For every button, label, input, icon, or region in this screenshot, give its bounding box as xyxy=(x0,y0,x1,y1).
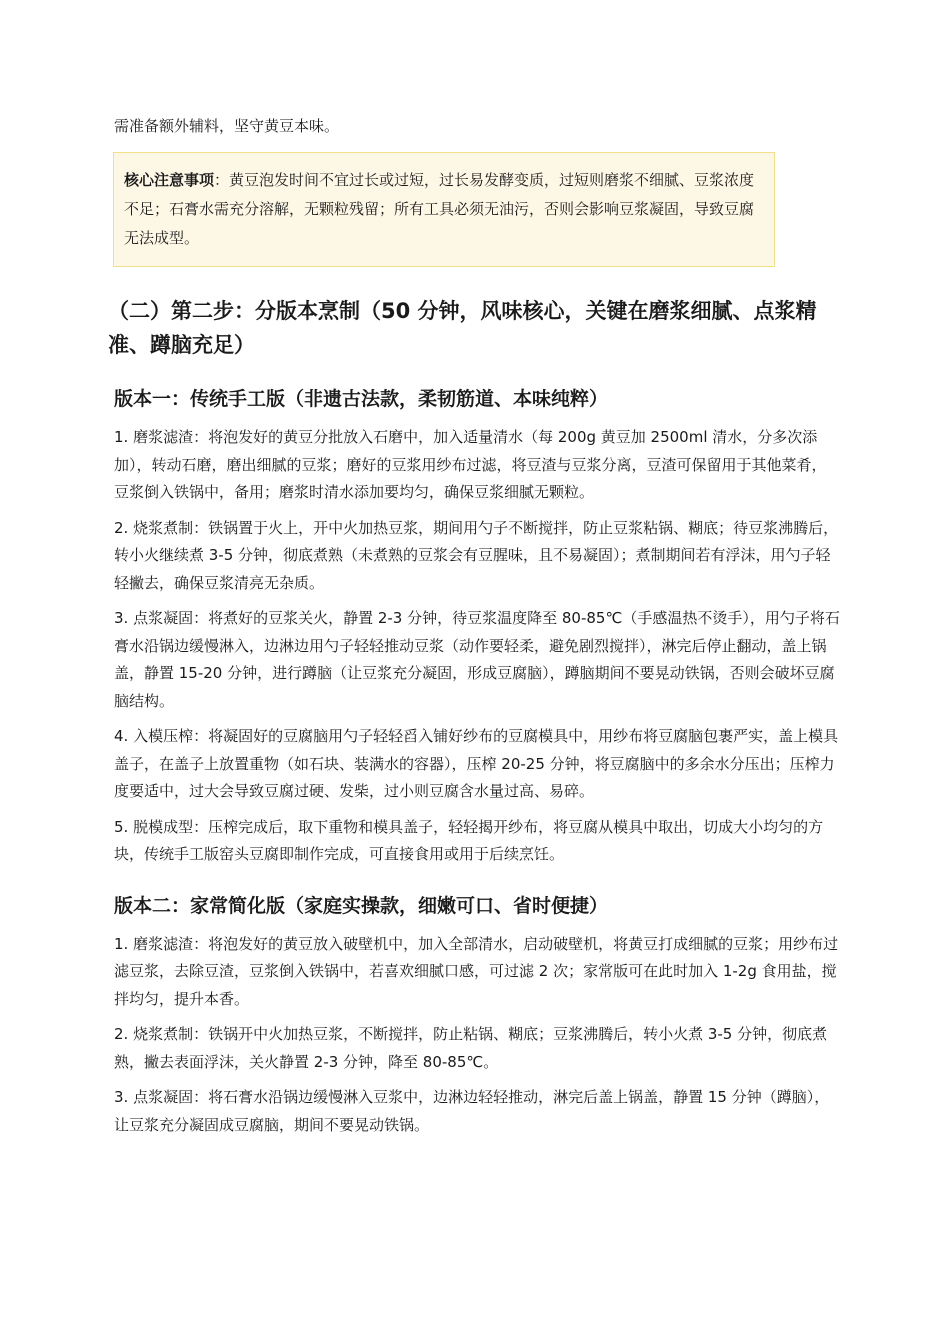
section-title: （二）第二步：分版本烹制（50 分钟，风味核心，关键在磨浆细腻、点浆精准、蹲脑充足） xyxy=(108,299,817,357)
core-notice-box xyxy=(113,152,775,267)
version-two-title: 版本二：家常简化版（家庭实操款，细嫩可口、省时便捷） xyxy=(114,894,609,917)
version-one-step-4: 4. 入模压榨：将凝固好的豆腐脑用勺子轻轻舀入铺好纱布的豆腐模具中，用纱布将豆腐脑包裹严实，盖上模具盖子，在盖子上放置重物（如石块、装满水的容器），压榨 20-25 分钟，将豆腐脑中的多余水分压出；压榨力度要适中，过大会导致豆腐过硬、发柴，过小则豆腐含水量过高、易碎。 xyxy=(114,727,839,800)
version-two-step-3: 3. 点浆凝固：将石膏水沿锅边缓慢淋入豆浆中，边淋边轻轻推动，淋完后盖上锅盖，静置 15 分钟（蹲脑），让豆浆充分凝固成豆腐脑，期间不要晃动铁锅。 xyxy=(114,1088,830,1134)
version-two-step-1: 1. 磨浆滤渣：将泡发好的黄豆放入破壁机中，加入全部清水，启动破壁机，将黄豆打成细腻的豆浆；用纱布过滤豆浆，去除豆渣，豆浆倒入铁锅中，若喜欢细腻口感，可过滤 2 次；家常版可在此时加入 1-2g 食用盐，搅拌均匀，提升本香。 xyxy=(114,934,839,1008)
core-notice-text: ：黄豆泡发时间不宜过长或过短，过长易发酵变质，过短则磨浆不细腻、豆浆浓度不足；石膏水需充分溶解，无颗粒残留；所有工具必须无油污，否则会影响豆浆凝固，导致豆腐无法成型。 xyxy=(124,171,755,247)
version-one-step-5: 5. 脱模成型：压榨完成后，取下重物和模具盖子，轻轻揭开纱布，将豆腐从模具中取出，切成大小均匀的方块，传统手工版窑头豆腐即制作完成，可直接食用或用于后续烹饪。 xyxy=(114,817,824,863)
version-one-step-3: 3. 点浆凝固：将煮好的豆浆关火，静置 2-3 分钟，待豆浆温度降至 80-85℃（手感温热不烫手），用勺子将石膏水沿锅边缓慢淋入，边淋边用勺子轻轻推动豆浆（动作要轻柔，避免剧烈搅拌），淋完后停止翻动，盖上锅盖，静置 15-20 分钟，进行蹲脑（让豆浆充分凝固，形成豆腐脑），蹲脑期间不要晃动铁锅，否则会破坏豆腐脑结构。 xyxy=(114,609,840,710)
version-one-step-2: 2. 烧浆煮制：铁锅置于火上，开中火加热豆浆，期间用勺子不断搅拌，防止豆浆粘锅、糊底；待豆浆沸腾后，转小火继续煮 3-5 分钟，彻底煮熟（未煮熟的豆浆会有豆腥味，且不易凝固）；煮制期间若有浮沫，用勺子轻轻撇去，确保豆浆清亮无杂质。 xyxy=(114,518,839,592)
core-notice-label: 核心注意事项 xyxy=(124,171,215,189)
intro-text: 需准备额外辅料，坚守黄豆本味。 xyxy=(114,117,340,135)
version-one-step-1: 1. 磨浆滤渣：将泡发好的黄豆分批放入石磨中，加入适量清水（每 200g 黄豆加 2500ml 清水，分多次添加），转动石磨，磨出细腻的豆浆；磨好的豆浆用纱布过滤，将豆渣与豆浆分离，豆渣可保留用于其他菜肴，豆浆倒入铁锅中，备用；磨浆时清水添加要均匀，确保豆浆细腻无颗粒。 xyxy=(114,428,827,501)
document-page xyxy=(108,112,840,1147)
version-one-title: 版本一：传统手工版（非遗古法款，柔韧筋道、本味纯粹） xyxy=(114,388,609,410)
version-two-step-2: 2. 烧浆煮制：铁锅开中火加热豆浆，不断搅拌，防止粘锅、糊底；豆浆沸腾后，转小火煮 3-5 分钟，彻底煮熟，撇去表面浮沫，关火静置 2-3 分钟，降至 80-85℃。 xyxy=(114,1025,828,1071)
